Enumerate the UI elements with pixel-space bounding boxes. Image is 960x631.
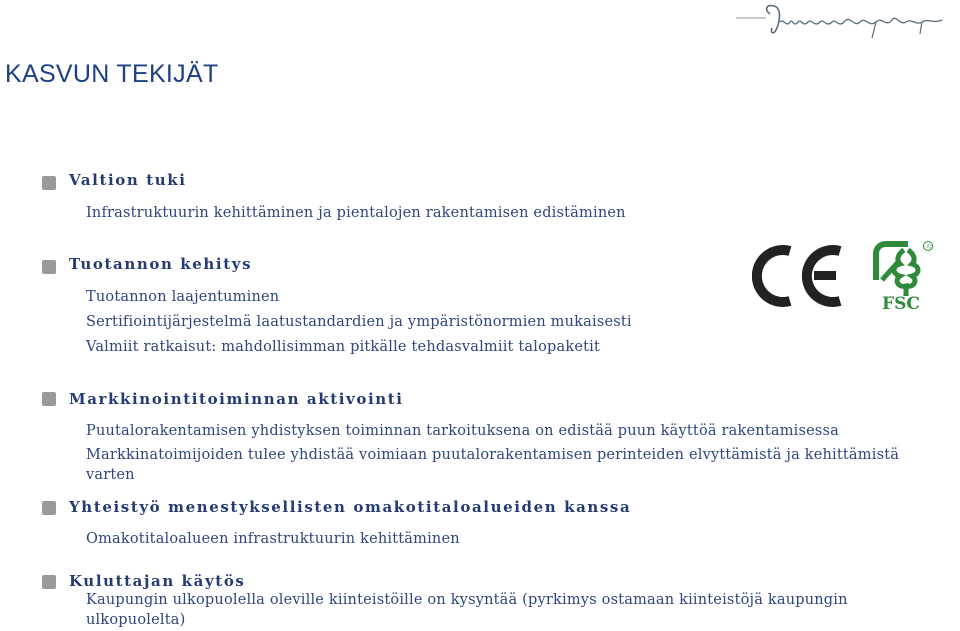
- bullet-square-icon: [42, 575, 56, 589]
- section-heading: Markkinointitoiminnan aktivointi: [69, 390, 404, 408]
- section-line: Infrastruktuurin kehittäminen ja pientalojen rakentamisen edistäminen: [86, 205, 626, 221]
- bullet-square-icon: [42, 501, 56, 515]
- fsc-label: FSC: [882, 294, 920, 312]
- section-heading: Yhteistyö menestyksellisten omakotitaloalueiden kanssa: [69, 498, 632, 516]
- section-line: Markkinatoimijoiden tulee yhdistää voimiaan puutalorakentamisen perinteiden elvyttämistä ja kehittämistä varten: [86, 447, 900, 483]
- section-heading: Kuluttajan käytös: [69, 572, 246, 590]
- registered-symbol: ©: [926, 243, 932, 251]
- fsc-tree-icon: [868, 240, 934, 312]
- section-heading: Valtion tuki: [69, 171, 187, 189]
- bullet-square-icon: [42, 176, 56, 190]
- bullet-square-icon: [42, 392, 56, 406]
- bullet-square-icon: [42, 260, 56, 274]
- section-line: Tuotannon laajentuminen: [86, 289, 280, 305]
- section-line: Valmiit ratkaisut: mahdollisimman pitkälle tehdasvalmiit talopaketit: [86, 339, 600, 355]
- ce-mark-icon: [752, 243, 846, 309]
- page-title: KASVUN TEKIJÄT: [5, 60, 219, 88]
- section-line: Kaupungin ulkopuolella oleville kiinteistöille on kysyntää (pyrkimys ostamaan kiinteistöjä kaupungin ulkopuolelta): [86, 592, 848, 628]
- section-line: Sertifiointijärjestelmä laatustandardien ja ympäristönormien mukaisesti: [86, 314, 632, 330]
- section-line: Omakotitaloalueen infrastruktuurin kehittäminen: [86, 531, 460, 547]
- company-signature-logo: [736, 0, 956, 42]
- section-line: Puutalorakentamisen yhdistyksen toiminnan tarkoituksena on edistää puun käyttöä rakentamisessa: [86, 423, 840, 439]
- section-heading: Tuotannon kehitys: [69, 255, 253, 273]
